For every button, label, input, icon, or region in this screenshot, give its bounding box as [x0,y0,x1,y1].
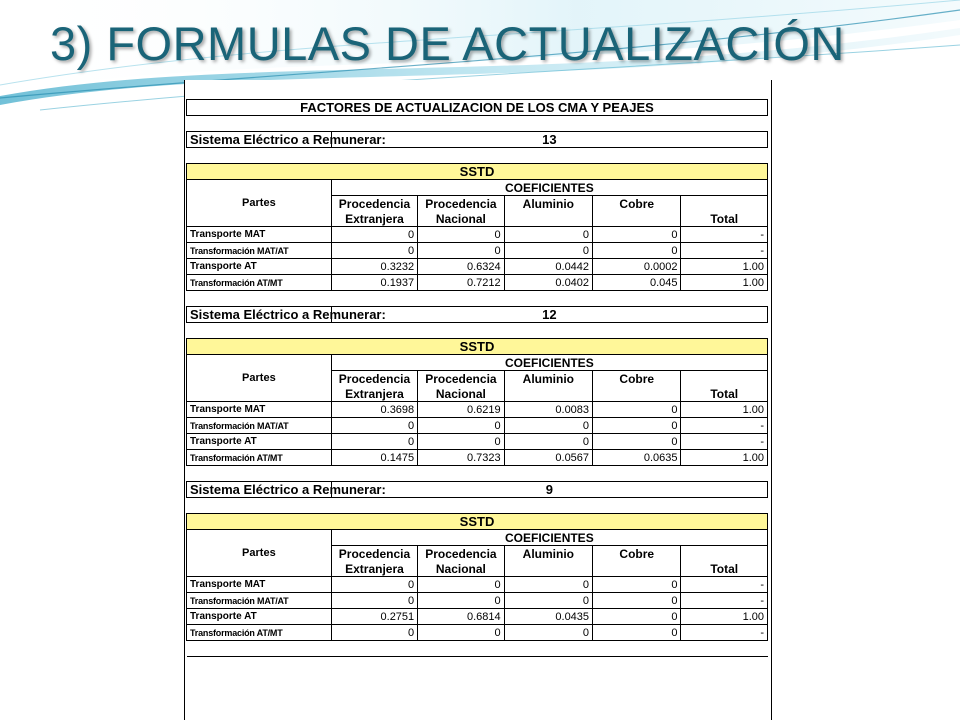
col-header-total-top [681,371,768,387]
col-header-partes: Partes [187,530,332,577]
cell-proc-nac: 0.6219 [418,402,504,418]
cell-proc-nac: 0 [418,227,504,243]
cell-aluminio: 0.0083 [504,402,592,418]
system-number: 13 [331,132,767,148]
cell-aluminio: 0 [504,227,592,243]
col-header-cobre: Cobre [593,371,681,387]
slide-title: 3) FORMULAS DE ACTUALIZACIÓN [50,17,845,70]
cell-cobre: 0 [593,577,681,593]
system-label: Sistema Eléctrico a Remunerar: [187,132,332,148]
col-header-proc-ext: Procedencia [331,546,417,562]
table-row [187,593,768,609]
blank-row [187,466,768,482]
cell-parte: Transporte AT [187,434,332,450]
cell-proc-nac: 0 [418,625,504,641]
col-header-partes: Partes [187,355,332,402]
system-row [187,132,768,148]
cell-parte: Transformación MAT/AT [187,418,332,434]
heading-row [187,100,768,116]
cell-parte: Transformación AT/MT [187,450,332,466]
table-row [187,625,768,641]
cell-proc-ext: 0 [331,593,417,609]
cell-cobre: 0 [593,593,681,609]
cell-cobre: 0.0002 [593,259,681,275]
system-row [187,307,768,323]
cell-parte: Transporte AT [187,609,332,625]
col-header-proc-nac: Procedencia [418,196,504,212]
cell-aluminio: 0 [504,243,592,259]
blank-cell [187,466,768,482]
cell-proc-nac: 0.6814 [418,609,504,625]
cell-parte: Transformación MAT/AT [187,243,332,259]
col-header-coeficientes: COEFICIENTES [331,355,767,371]
col-header-cobre-bottom [593,561,681,577]
cell-total: - [681,227,768,243]
section-label: SSTD [187,339,768,355]
system-number: 12 [331,307,767,323]
col-header-cobre: Cobre [593,196,681,212]
cell-aluminio: 0 [504,625,592,641]
col-header-proc-ext-2: Extranjera [331,211,417,227]
blank-cell [187,641,768,657]
cell-aluminio: 0.0567 [504,450,592,466]
cell-proc-nac: 0 [418,434,504,450]
cell-proc-ext: 0 [331,418,417,434]
system-label: Sistema Eléctrico a Remunerar: [187,482,332,498]
table-row [187,577,768,593]
col-header-total-top [681,196,768,212]
table-row [187,243,768,259]
blank-row [187,291,768,307]
col-header-aluminio: Aluminio [504,371,592,387]
cell-total: 1.00 [681,609,768,625]
cell-parte: Transformación MAT/AT [187,593,332,609]
blank-cell [187,148,768,164]
blank-cell [187,291,768,307]
col-header-aluminio-bottom [504,211,592,227]
col-header-proc-nac: Procedencia [418,546,504,562]
col-header-aluminio-bottom [504,386,592,402]
cell-cobre: 0 [593,434,681,450]
system-label: Sistema Eléctrico a Remunerar: [187,307,332,323]
cell-proc-nac: 0 [418,418,504,434]
cell-proc-ext: 0.3698 [331,402,417,418]
system-row [187,482,768,498]
table-row [187,418,768,434]
col-header-coeficientes: COEFICIENTES [331,180,767,196]
col-header-proc-ext-2: Extranjera [331,386,417,402]
cell-proc-ext: 0 [331,625,417,641]
cell-proc-ext: 0.1937 [331,275,417,291]
cell-proc-nac: 0 [418,577,504,593]
col-header-proc-nac: Procedencia [418,371,504,387]
cell-proc-ext: 0 [331,577,417,593]
col-header-proc-nac-2: Nacional [418,211,504,227]
section-label: SSTD [187,164,768,180]
cell-aluminio: 0.0402 [504,275,592,291]
cell-aluminio: 0 [504,593,592,609]
col-header-proc-ext-2: Extranjera [331,561,417,577]
cell-cobre: 0 [593,609,681,625]
spreadsheet-image [184,80,772,720]
cell-proc-ext: 0 [331,434,417,450]
cell-proc-ext: 0 [331,243,417,259]
table-row [187,434,768,450]
cell-parte: Transformación AT/MT [187,625,332,641]
blank-cell [187,498,768,514]
blank-row [187,641,768,657]
cell-aluminio: 0 [504,434,592,450]
section-row [187,514,768,530]
col-header-cobre: Cobre [593,546,681,562]
coef-header-row [187,355,768,371]
blank-row [187,148,768,164]
cell-total: - [681,418,768,434]
cell-parte: Transporte AT [187,259,332,275]
col-header-aluminio: Aluminio [504,546,592,562]
table-row [187,402,768,418]
cell-total: - [681,577,768,593]
col-header-total: Total [681,386,768,402]
cell-total: 1.00 [681,450,768,466]
table-row [187,450,768,466]
col-header-aluminio-bottom [504,561,592,577]
table-row [187,259,768,275]
section-row [187,164,768,180]
cell-total: - [681,434,768,450]
table-heading: FACTORES DE ACTUALIZACION DE LOS CMA Y PEAJES [187,100,768,116]
section-label: SSTD [187,514,768,530]
cell-total: 1.00 [681,275,768,291]
cell-proc-ext: 0.1475 [331,450,417,466]
cell-aluminio: 0 [504,418,592,434]
cell-total: 1.00 [681,259,768,275]
cell-cobre: 0 [593,625,681,641]
col-header-coeficientes: COEFICIENTES [331,530,767,546]
section-row [187,339,768,355]
blank-cell [187,323,768,339]
coef-header-row [187,180,768,196]
col-header-proc-nac-2: Nacional [418,561,504,577]
blank-row [187,116,768,132]
col-header-total: Total [681,211,768,227]
col-header-cobre-bottom [593,211,681,227]
cell-total: - [681,625,768,641]
table-row [187,275,768,291]
cell-proc-nac: 0.7323 [418,450,504,466]
cell-cobre: 0.0635 [593,450,681,466]
col-header-proc-nac-2: Nacional [418,386,504,402]
col-header-cobre-bottom [593,386,681,402]
cell-parte: Transporte MAT [187,577,332,593]
cell-proc-nac: 0.7212 [418,275,504,291]
cell-cobre: 0.045 [593,275,681,291]
cell-aluminio: 0.0442 [504,259,592,275]
cell-parte: Transporte MAT [187,402,332,418]
cell-proc-ext: 0.2751 [331,609,417,625]
cell-proc-ext: 0 [331,227,417,243]
col-header-total-top [681,546,768,562]
col-header-partes: Partes [187,180,332,227]
col-header-proc-ext: Procedencia [331,196,417,212]
cell-cobre: 0 [593,227,681,243]
table-row [187,227,768,243]
cell-aluminio: 0 [504,577,592,593]
cell-proc-nac: 0 [418,243,504,259]
cell-cobre: 0 [593,243,681,259]
cell-aluminio: 0.0435 [504,609,592,625]
cell-total: - [681,243,768,259]
cell-proc-nac: 0.6324 [418,259,504,275]
blank-cell [187,116,768,132]
col-header-total: Total [681,561,768,577]
col-header-aluminio: Aluminio [504,196,592,212]
blank-row [187,498,768,514]
cell-proc-nac: 0 [418,593,504,609]
cell-total: 1.00 [681,402,768,418]
cell-parte: Transporte MAT [187,227,332,243]
cell-cobre: 0 [593,418,681,434]
col-header-proc-ext: Procedencia [331,371,417,387]
table-row [187,609,768,625]
system-number: 9 [331,482,767,498]
blank-row [187,323,768,339]
coef-header-row [187,530,768,546]
cell-total: - [681,593,768,609]
cell-parte: Transformación AT/MT [187,275,332,291]
update-factors-table [186,99,768,657]
cell-proc-ext: 0.3232 [331,259,417,275]
cell-cobre: 0 [593,402,681,418]
